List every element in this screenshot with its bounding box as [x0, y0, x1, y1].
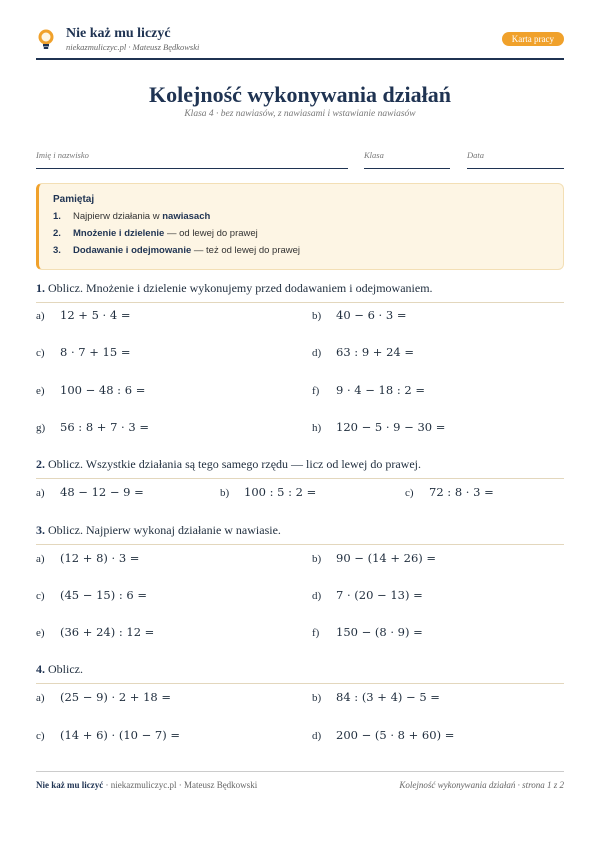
- task-expression: 48 − 12 − 9 =: [60, 485, 144, 499]
- date-field[interactable]: [467, 143, 564, 169]
- brand-name: Nie każ mu liczyć: [66, 26, 171, 41]
- task-expression: (45 − 15) : 6 =: [60, 588, 147, 602]
- math-task: [36, 728, 180, 742]
- rule-item: [53, 211, 549, 228]
- brand-subtitle: niekazmuliczyc.pl · Mateusz Będkowski: [66, 42, 200, 52]
- page-footer: [36, 771, 564, 790]
- lightbulb-logo-icon: [36, 28, 56, 50]
- task-expression: 100 : 5 : 2 =: [244, 485, 317, 499]
- exercise-title: [36, 281, 564, 303]
- math-task: [36, 690, 171, 704]
- math-task: [405, 485, 494, 499]
- task-letter: a): [36, 553, 45, 565]
- task-expression: (25 − 9) · 2 + 18 =: [60, 690, 172, 704]
- page-header: [36, 26, 564, 60]
- rule-text: [73, 245, 300, 262]
- task-letter: b): [312, 310, 322, 322]
- exercise-number: 4.: [36, 662, 48, 676]
- exercise-instruction: Oblicz. Wszystkie działania są tego samego rzędu — licz od lewej do prawej.: [48, 457, 421, 471]
- exercise-number: 2.: [36, 457, 48, 471]
- task-letter: b): [312, 553, 322, 565]
- exercise-instruction: Oblicz.: [48, 662, 83, 676]
- rule-text-bold: nawiasach: [162, 211, 211, 222]
- task-expression: 40 − 6 · 3 =: [336, 308, 407, 322]
- rule-item: [53, 245, 549, 262]
- rule-number: 1.: [53, 211, 61, 222]
- task-letter: h): [312, 422, 322, 434]
- remember-title: Pamiętaj: [53, 194, 95, 205]
- task-expression: 56 : 8 + 7 · 3 =: [60, 420, 149, 434]
- footer-brand: Nie każ mu liczyć: [36, 780, 104, 790]
- math-task: [36, 551, 139, 565]
- math-task: [36, 485, 144, 499]
- exercise-title: [36, 662, 564, 684]
- rule-text-post: — od lewej do prawej: [164, 228, 258, 239]
- task-letter: c): [405, 487, 414, 499]
- task-expression: 150 − (8 · 9) =: [336, 625, 423, 639]
- exercise-title: [36, 523, 564, 545]
- rule-text-bold: Mnożenie i dzielenie: [73, 228, 165, 239]
- math-task: [36, 625, 154, 639]
- page-title: Kolejność wykonywania działań: [149, 82, 451, 107]
- math-task: [36, 420, 149, 434]
- rule-number: 3.: [53, 245, 61, 256]
- footer-credit: [36, 780, 257, 790]
- task-letter: a): [36, 692, 45, 704]
- math-task: [312, 690, 440, 704]
- task-letter: e): [36, 627, 45, 639]
- name-field-label: Imię i nazwisko: [36, 150, 89, 160]
- task-expression: 8 · 7 + 15 =: [60, 345, 131, 359]
- task-letter: b): [312, 692, 322, 704]
- rule-number: 2.: [53, 228, 61, 239]
- worksheet-badge: Karta pracy: [502, 32, 564, 46]
- math-task: [312, 308, 406, 322]
- exercise-instruction: Oblicz. Mnożenie i dzielenie wykonujemy przed dodawaniem i odejmowaniem.: [48, 281, 433, 295]
- task-letter: c): [36, 730, 45, 742]
- class-field[interactable]: [364, 143, 450, 169]
- task-letter: c): [36, 590, 45, 602]
- page-subtitle: Klasa 4 · bez nawiasów, z nawiasami i wstawianie nawiasów: [184, 109, 416, 119]
- rule-text: [73, 211, 210, 228]
- task-letter: f): [312, 385, 320, 397]
- task-letter: a): [36, 310, 45, 322]
- task-expression: (14 + 6) · (10 − 7) =: [60, 728, 180, 742]
- task-letter: g): [36, 422, 46, 434]
- math-task: [36, 588, 147, 602]
- task-letter: f): [312, 627, 320, 639]
- math-task: [220, 485, 316, 499]
- task-expression: (12 + 8) · 3 =: [60, 551, 140, 565]
- task-letter: a): [36, 487, 45, 499]
- rule-text: [73, 228, 258, 245]
- rule-item: [53, 228, 549, 245]
- task-expression: 7 · (20 − 13) =: [336, 588, 423, 602]
- task-expression: 63 : 9 + 24 =: [336, 345, 415, 359]
- task-letter: d): [312, 730, 322, 742]
- task-expression: 200 − (5 · 8 + 60) =: [336, 728, 455, 742]
- exercise-title: [36, 457, 564, 479]
- math-task: [312, 345, 414, 359]
- math-task: [312, 383, 425, 397]
- math-task: [36, 383, 145, 397]
- math-task: [312, 588, 423, 602]
- task-letter: c): [36, 347, 45, 359]
- footer-page-number: Kolejność wykonywania działań · strona 1 z 2: [399, 780, 564, 790]
- task-expression: 90 − (14 + 26) =: [336, 551, 437, 565]
- exercise-instruction: Oblicz. Najpierw wykonaj działanie w nawiasie.: [48, 523, 281, 537]
- math-task: [36, 308, 130, 322]
- footer-brand-rest: · niekazmuliczyc.pl · Mateusz Będkowski: [103, 780, 258, 790]
- exercise-number: 1.: [36, 281, 48, 295]
- name-field[interactable]: [36, 143, 348, 169]
- task-letter: d): [312, 347, 322, 359]
- math-task: [312, 728, 454, 742]
- task-expression: 84 : (3 + 4) − 5 =: [336, 690, 440, 704]
- class-field-label: Klasa: [364, 150, 384, 160]
- rule-text-bold: Dodawanie i odejmowanie: [73, 245, 192, 256]
- date-field-label: Data: [467, 150, 484, 160]
- math-task: [312, 551, 436, 565]
- task-expression: (36 + 24) : 12 =: [60, 625, 155, 639]
- rule-text-post: — też od lewej do prawej: [191, 245, 301, 256]
- task-expression: 12 + 5 · 4 =: [60, 308, 131, 322]
- task-expression: 100 − 48 : 6 =: [60, 383, 146, 397]
- math-task: [312, 420, 445, 434]
- task-expression: 72 : 8 · 3 =: [429, 485, 494, 499]
- rules-list: [53, 211, 549, 262]
- task-letter: b): [220, 487, 230, 499]
- math-task: [36, 345, 130, 359]
- exercise-number: 3.: [36, 523, 48, 537]
- math-task: [312, 625, 423, 639]
- rule-text-pre: Najpierw działania w: [73, 211, 163, 222]
- task-letter: e): [36, 385, 45, 397]
- remember-box: [36, 183, 564, 270]
- task-expression: 120 − 5 · 9 − 30 =: [336, 420, 446, 434]
- task-expression: 9 · 4 − 18 : 2 =: [336, 383, 425, 397]
- task-letter: d): [312, 590, 322, 602]
